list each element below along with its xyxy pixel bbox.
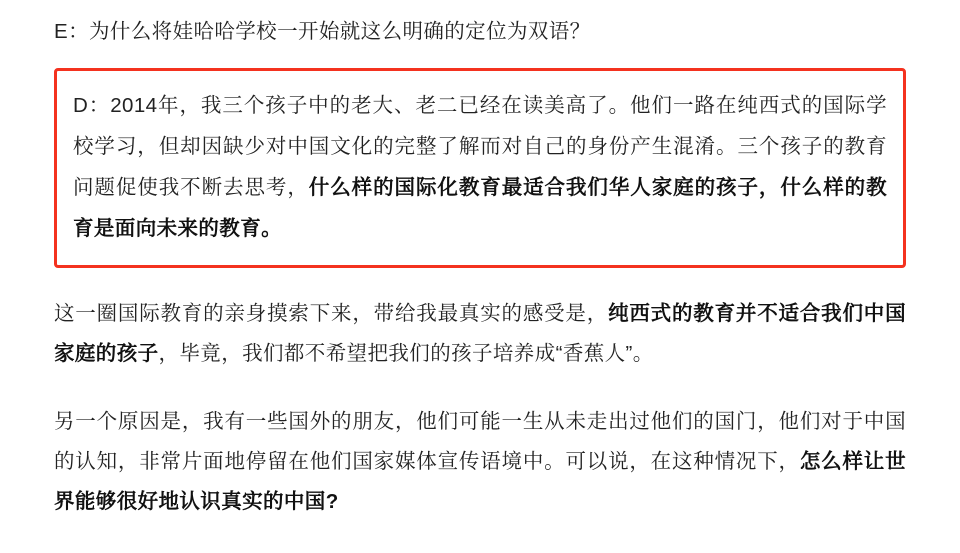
paragraph-3-text-a: 另一个原因是，我有一些国外的朋友，他们可能一生从未走出过他们的国门，他们对于中国的认知，非常片面地停留在他们国家媒体宣传语境中。可以说，在这种情况下， [54, 410, 906, 473]
paragraph-2-text-b: ，毕竟，我们都不希望把我们的孩子培养成“香蕉人”。 [158, 342, 654, 365]
spacer-1 [54, 268, 906, 294]
answer-text-normal: D：2014年，我三个孩子中的老大、老二已经在读美高了。他们一路在纯西式的国际学校学习，但却因缺少对中国文化的完整了解而对自己的身份产生混淆。三个孩子的教育问题促使我不断去思考， [73, 94, 887, 199]
paragraph-3-text-bold: 怎么样让世界能够很好地认识真实的中国? [54, 450, 907, 513]
paragraph-question-e [54, 12, 906, 52]
question-block [54, 0, 906, 52]
highlighted-answer-box [54, 68, 906, 268]
answer-text-bold: 什么样的国际化教育最适合我们华人家庭的孩子，什么样的教育是面向未来的教育。 [73, 176, 887, 240]
paragraph-answer-d [73, 85, 887, 249]
spacer-2 [54, 374, 906, 402]
paragraph-2 [54, 294, 906, 374]
paragraph-2-text-bold: 纯西式的教育并不适合我们中国家庭的孩子 [54, 302, 906, 365]
paragraph-2-text-a: 这一圈国际教育的亲身摸索下来，带给我最真实的感受是， [54, 302, 609, 325]
paragraph-text: E：为什么将娃哈哈学校一开始就这么明确的定位为双语？ [54, 20, 591, 43]
paragraph-3 [54, 402, 906, 522]
